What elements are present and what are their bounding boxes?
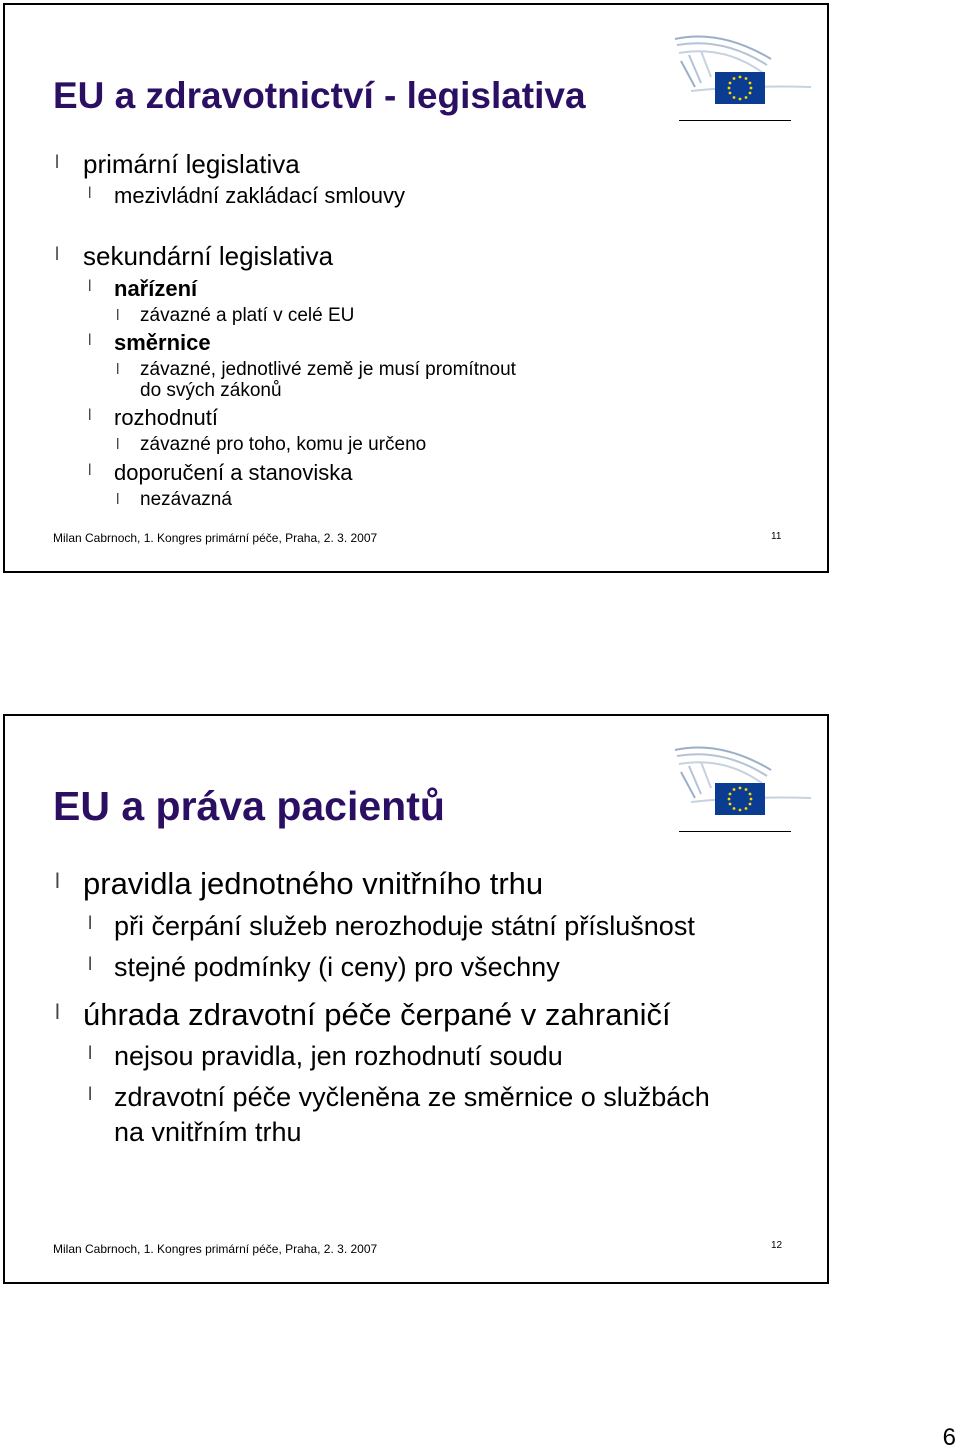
bullet-item bbox=[55, 997, 671, 1033]
slide-footer: Milan Cabrnoch, 1. Kongres primární péče, Praha, 2. 3. 2007 bbox=[53, 1242, 378, 1256]
bullet-item bbox=[88, 911, 695, 942]
bullet-marker: l bbox=[88, 277, 92, 295]
bullet-text: při čerpání služeb nerozhoduje státní příslušnost bbox=[114, 911, 695, 941]
bullet-marker: l bbox=[55, 867, 60, 893]
bullet-item bbox=[55, 149, 300, 180]
bullet-text: nejsou pravidla, jen rozhodnutí soudu bbox=[114, 1041, 563, 1071]
bullet-continuation bbox=[114, 1117, 302, 1148]
bullet-text: zdravotní péče vyčleněna ze směrnice o službách bbox=[114, 1082, 710, 1112]
bullet-marker: l bbox=[88, 184, 92, 202]
slide-page-number: 11 bbox=[771, 531, 782, 542]
bullet-marker: l bbox=[116, 360, 120, 378]
bullet-item bbox=[88, 1041, 563, 1072]
bullet-marker: l bbox=[55, 152, 60, 173]
bullet-text: mezivládní zakládací smlouvy bbox=[114, 183, 406, 208]
bullet-item bbox=[55, 241, 334, 272]
bullet-text: doporučení a stanoviska bbox=[114, 460, 353, 485]
bullet-text: do svých zákonů bbox=[140, 380, 282, 401]
slide-title: EU a práva pacientů bbox=[53, 783, 445, 829]
bullet-text: pravidla jednotného vnitřního trhu bbox=[83, 866, 544, 901]
logo-divider bbox=[679, 831, 791, 832]
slide-title: EU a zdravotnictví - legislativa bbox=[53, 75, 586, 116]
bullet-item bbox=[55, 866, 544, 902]
bullet-item bbox=[88, 330, 211, 355]
bullet-text: závazné, jednotlivé země je musí promítnout bbox=[140, 359, 516, 380]
bullet-marker: l bbox=[88, 954, 93, 976]
bullet-marker: l bbox=[116, 435, 120, 453]
bullet-marker: l bbox=[55, 998, 60, 1024]
bullet-marker: l bbox=[88, 331, 92, 349]
bullet-text: stejné podmínky (i ceny) pro všechny bbox=[114, 952, 560, 982]
bullet-item bbox=[116, 489, 232, 511]
bullet-item bbox=[116, 359, 516, 381]
bullet-text: úhrada zdravotní péče čerpané v zahraničí bbox=[83, 997, 671, 1032]
document-page-number: 6 bbox=[942, 1424, 956, 1451]
slide-11 bbox=[3, 3, 829, 573]
bullet-item bbox=[88, 183, 406, 208]
bullet-marker: l bbox=[88, 1043, 93, 1065]
bullet-marker: l bbox=[55, 244, 60, 265]
bullet-item bbox=[116, 434, 427, 456]
bullet-item bbox=[116, 305, 355, 327]
bullet-marker: l bbox=[88, 406, 92, 424]
bullet-text: primární legislativa bbox=[83, 149, 300, 179]
bullet-text: na vnitřním trhu bbox=[114, 1117, 302, 1147]
bullet-item bbox=[88, 952, 560, 983]
bullet-item bbox=[88, 460, 353, 485]
bullet-marker: l bbox=[88, 1084, 93, 1106]
bullet-text: nezávazná bbox=[140, 489, 232, 510]
european-parliament-logo-icon bbox=[671, 742, 811, 834]
bullet-text: rozhodnutí bbox=[114, 405, 218, 430]
bullet-item bbox=[88, 276, 198, 301]
bullet-marker: l bbox=[88, 913, 93, 935]
slide-page-number: 12 bbox=[771, 1240, 783, 1251]
bullet-marker: l bbox=[88, 461, 92, 479]
bullet-text: sekundární legislativa bbox=[83, 241, 334, 271]
bullet-text: závazné a platí v celé EU bbox=[140, 305, 355, 326]
bullet-text: závazné pro toho, komu je určeno bbox=[140, 434, 427, 455]
logo-divider bbox=[679, 120, 791, 121]
bullet-item bbox=[88, 1082, 710, 1113]
bullet-text: nařízení bbox=[114, 276, 198, 301]
slide-12 bbox=[3, 714, 829, 1284]
bullet-marker: l bbox=[116, 306, 120, 324]
european-parliament-logo-icon bbox=[671, 31, 811, 123]
slide-footer: Milan Cabrnoch, 1. Kongres primární péče, Praha, 2. 3. 2007 bbox=[53, 531, 378, 545]
bullet-continuation bbox=[140, 380, 282, 402]
bullet-item bbox=[88, 405, 218, 430]
bullet-text: směrnice bbox=[114, 330, 211, 355]
bullet-marker: l bbox=[116, 490, 120, 508]
